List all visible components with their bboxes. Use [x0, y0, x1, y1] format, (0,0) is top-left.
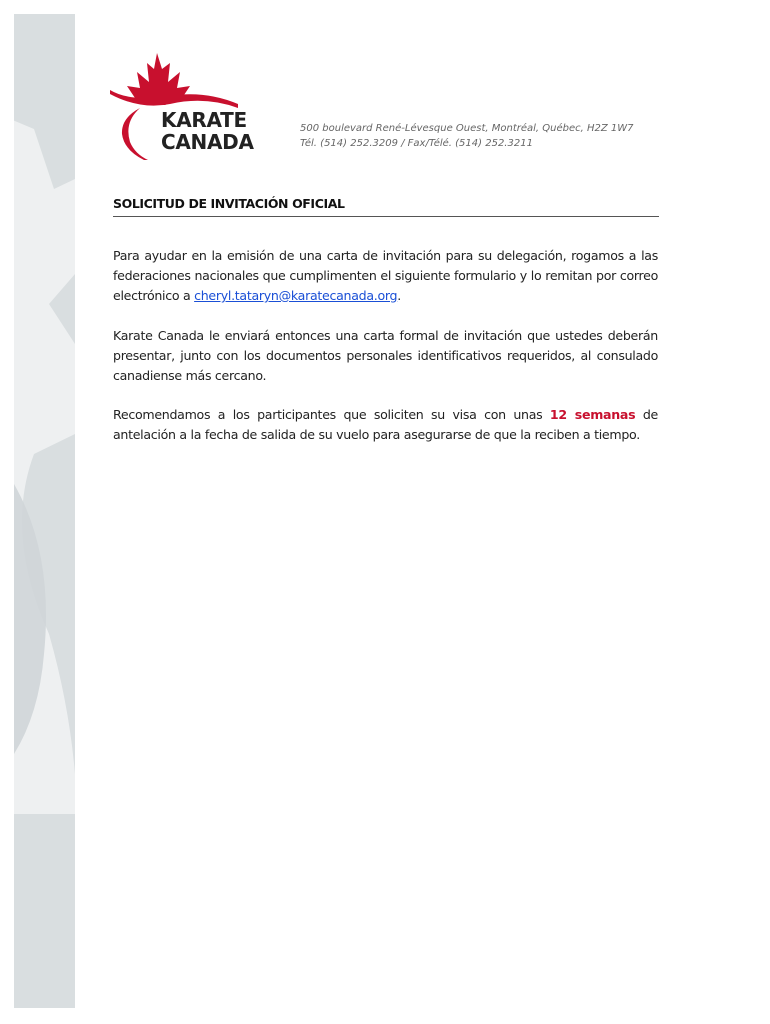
- logo-text-karate: KARATE: [161, 108, 247, 132]
- maple-leaf-watermark-icon: [14, 14, 75, 1008]
- address-phone-fax: Tél. (514) 252.3209 / Fax/Télé. (514) 252.3211: [300, 138, 533, 149]
- document-title: SOLICITUD DE INVITACIÓN OFICIAL: [113, 196, 659, 217]
- paragraph-visa-recommendation: [113, 405, 658, 445]
- email-link[interactable]: cheryl.tataryn@karatecanada.org: [194, 288, 398, 303]
- paragraph-visa-text: Recomendamos a los participantes que soliciten su visa con unas: [113, 407, 550, 422]
- paragraph-visa-end: de antelación a la fecha de salida de su vuelo para asegurarse de que la reciben a tiempo.: [113, 407, 658, 442]
- visa-weeks-emphasis: 12 semanas: [549, 407, 636, 422]
- organization-address: [300, 121, 634, 151]
- paragraph-instructions: [113, 246, 658, 306]
- paragraph-instructions-end: .: [397, 288, 401, 303]
- paragraph-instructions-text: Para ayudar en la emisión de una carta de invitación para su delegación, rogamos a las federaciones nacionales que cumplimenten el siguiente formulario y lo remitan por correo electrónico a: [113, 248, 658, 303]
- address-street: 500 boulevard René-Lévesque Ouest, Montréal, Québec, H2Z 1W7: [300, 123, 634, 134]
- karate-canada-logo: [110, 50, 254, 162]
- decorative-side-band: [14, 14, 75, 1008]
- logo-text-canada: CANADA: [161, 130, 254, 154]
- paragraph-invitation-letter: Karate Canada le enviará entonces una carta formal de invitación que ustedes deberán presentar, junto con los documentos personales identificativos requeridos, al consulado canadiense más cercano.: [113, 328, 658, 383]
